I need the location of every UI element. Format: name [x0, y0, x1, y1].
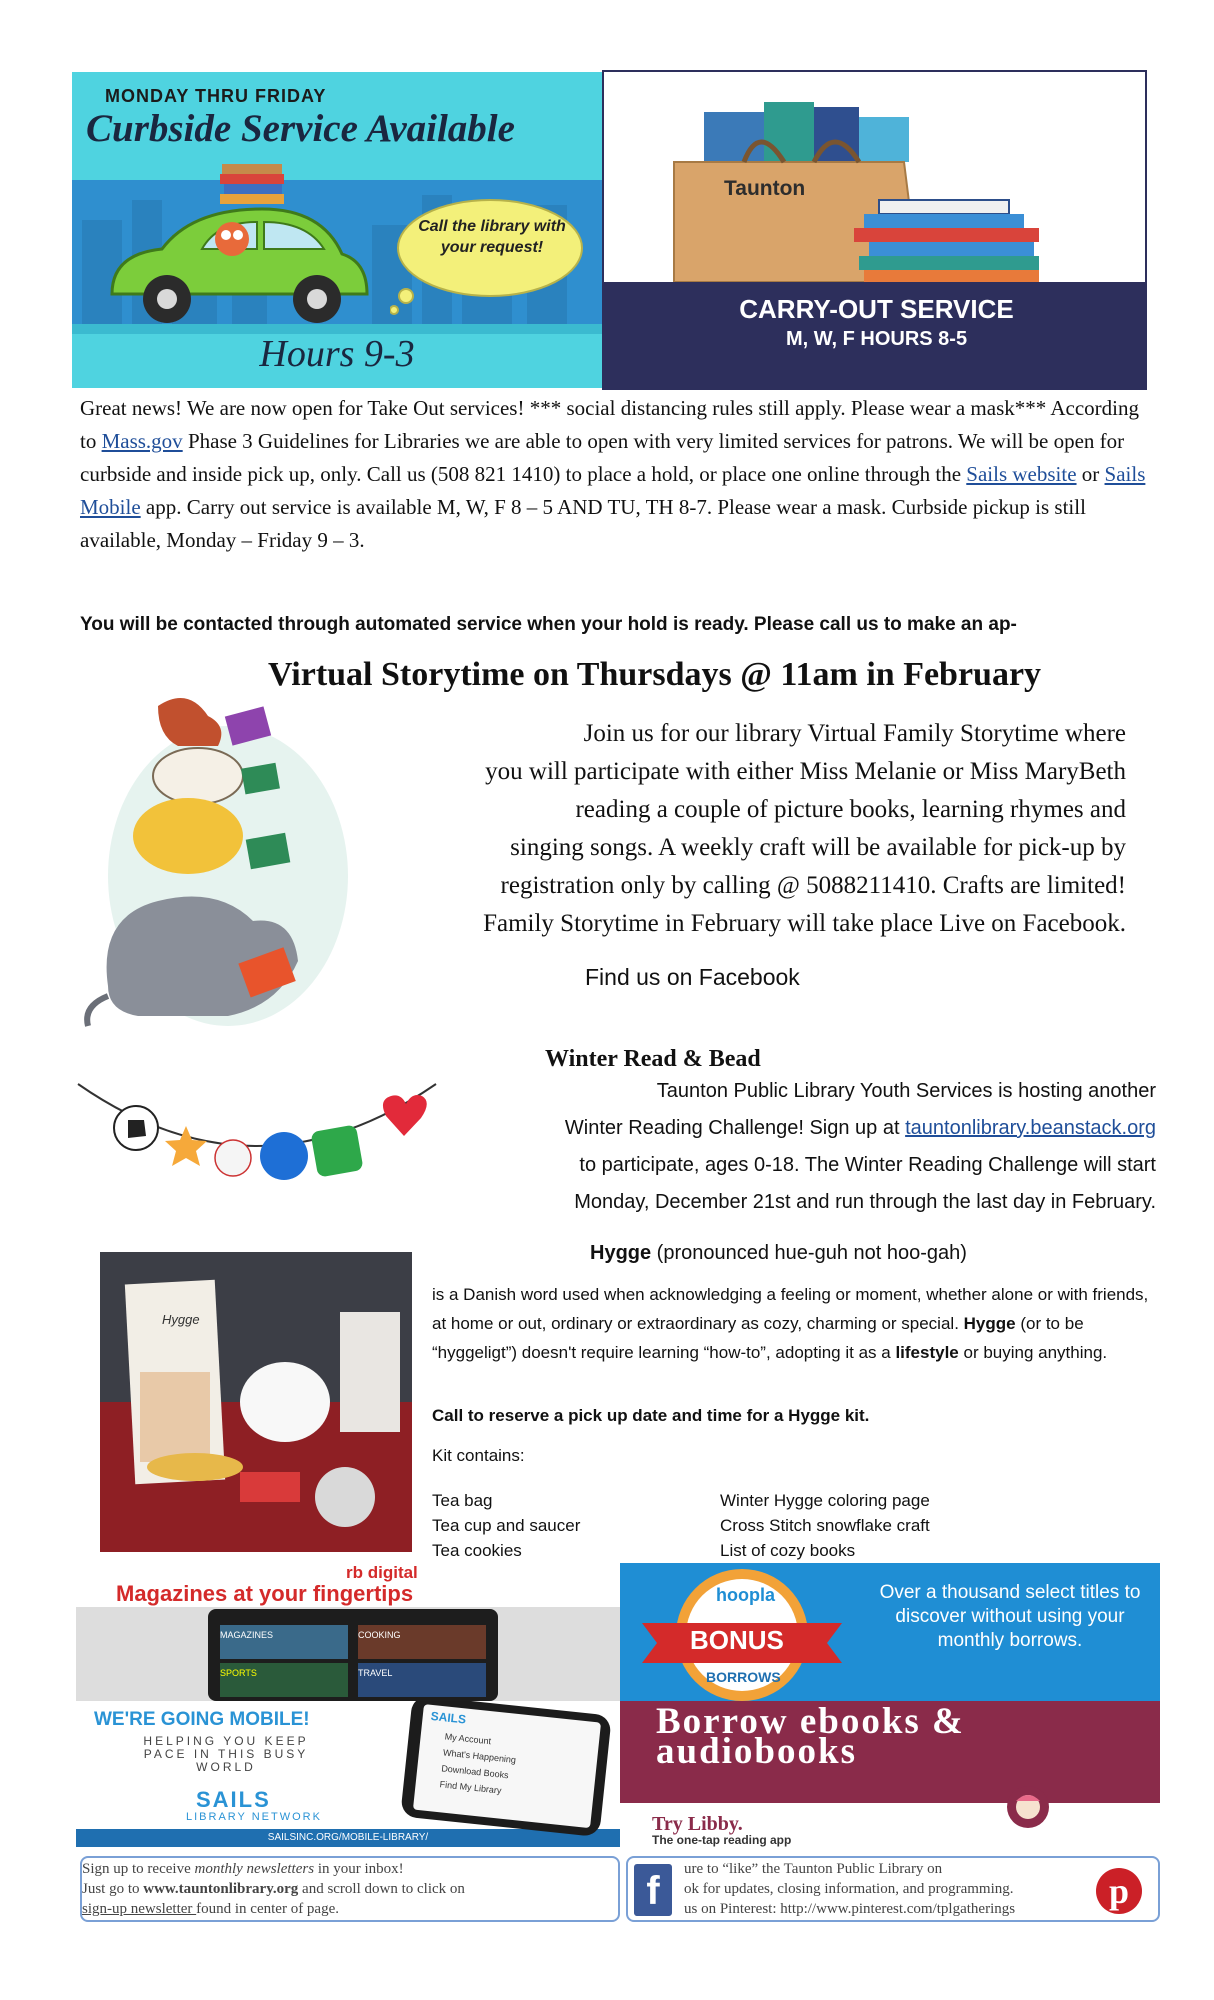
hygge-text-2: (or to be “hyggeligt”) doesn't require learning “how-to”, adopting it as a	[432, 1314, 1084, 1362]
curbside-days: MONDAY THRU FRIDAY	[105, 86, 327, 106]
curbside-bubble-text: Call the library with your request!	[418, 218, 566, 256]
winter-line: Taunton Public Library Youth Services is hosting another	[656, 1080, 1156, 1102]
library-url[interactable]: www.tauntonlibrary.org	[143, 1881, 299, 1897]
phone-menu-item: Find My Library	[439, 1779, 502, 1796]
phone-icon	[400, 1701, 612, 1837]
lifestyle-bold: lifestyle	[895, 1343, 959, 1362]
carryout-title: CARRY-OUT SERVICE	[739, 294, 1014, 324]
social-line: ok for updates, closing information, and programming.	[684, 1881, 1014, 1897]
sails-logo-sub: LIBRARY NETWORK	[186, 1811, 322, 1823]
curbside-title: Curbside Service Available	[86, 107, 515, 150]
winter-line-text: Winter Reading Challenge! Sign up at	[564, 1117, 906, 1139]
phone-screen	[208, 1609, 498, 1701]
mass-gov-link[interactable]: Mass.gov	[101, 429, 183, 453]
sails-mobile-ad[interactable]	[76, 1701, 620, 1847]
phone-menu-item: My Account	[444, 1731, 492, 1747]
sails-logo: SAILS	[196, 1787, 271, 1812]
winter-title: Winter Read & Bead	[545, 1046, 761, 1072]
social-line: ure to “like” the Taunton Public Library on	[684, 1861, 943, 1877]
bag-label: Taunton	[724, 177, 806, 200]
category-tile: COOKING	[358, 1625, 486, 1659]
rbdigital-logo: rb digital	[346, 1563, 418, 1582]
phone-menu-item: What's Happening	[442, 1747, 517, 1765]
storytime-line: you will participate with either Miss Melanie or Miss MaryBeth	[485, 758, 1126, 785]
hygge-bold: Hygge	[963, 1314, 1016, 1333]
rbdigital-ad[interactable]	[76, 1563, 620, 1701]
kit-contains-title: Kit contains:	[432, 1446, 525, 1465]
kit-item: Tea cookies	[432, 1541, 522, 1560]
hygge-heading	[590, 1242, 967, 1265]
kit-item: Tea bag	[432, 1491, 493, 1510]
newsletter-text: Sign up to receive	[82, 1861, 195, 1877]
newsletter-line-2	[82, 1880, 465, 1899]
newsletter-italic: monthly newsletters	[194, 1861, 315, 1877]
hoopla-text: Over a thousand select titles to discover without using your monthly borrows.	[879, 1582, 1141, 1651]
find-us-facebook[interactable]: Find us on Facebook	[585, 964, 800, 990]
pinterest-icon[interactable]: p	[1096, 1868, 1142, 1914]
winter-line: Monday, December 21st and run through the last day in February.	[574, 1191, 1156, 1213]
newsletter-text: in your inbox!	[314, 1861, 404, 1877]
sails-mobile-headline: WE'RE GOING MOBILE!	[94, 1709, 310, 1730]
newsletter-line-3	[82, 1900, 339, 1919]
hold-notice: You will be contacted through automated service when your hold is ready. Please call us to make an ap-	[80, 614, 1017, 635]
hygge-text-3: or buying anything.	[958, 1343, 1108, 1362]
social-line[interactable]: us on Pinterest: http://www.pinterest.com/tplgatherings	[684, 1901, 1016, 1917]
newsletter-line-1	[82, 1860, 404, 1879]
winter-line	[450, 1110, 1156, 1147]
intro-text-4: app. Carry out service is available M, W, F 8 – 5 AND TU, TH 8-7. Please wear a mask. Curbside pickup is still available, Monday – Friday 9 – 3.	[80, 495, 1086, 552]
animal-stack-icon	[78, 686, 358, 1036]
hygge-pronunciation: (pronounced hue-guh not hoo-gah)	[651, 1242, 967, 1264]
winter-description	[450, 1073, 1156, 1221]
hygge-kit-photo	[100, 1252, 412, 1552]
sails-mobile-sub: HELPING YOU KEEP PACE IN THIS BUSY WORLD	[143, 1734, 309, 1774]
storytime-line: Join us for our library Virtual Family Storytime where	[583, 720, 1126, 747]
intro-text-3: or	[1076, 462, 1105, 486]
social-box	[626, 1856, 1160, 1922]
libby-headline: Borrow ebooks & audiobooks	[656, 1701, 965, 1772]
phone-menu-item: Download Books	[440, 1763, 510, 1781]
category-tile: TRAVEL	[358, 1663, 486, 1697]
intro-paragraph	[80, 392, 1160, 557]
storytime-line: singing songs. A weekly craft will be available for pick-up by	[510, 834, 1126, 861]
newsletter-text: Just go to	[82, 1881, 144, 1897]
storytime-title: Virtual Storytime on Thursdays @ 11am in February	[268, 656, 1042, 693]
storytime-line: reading a couple of picture books, learning rhymes and	[575, 796, 1126, 823]
kit-item: Tea cup and saucer	[432, 1516, 581, 1535]
storytime-line: Family Storytime in February will take place Live on Facebook.	[483, 910, 1126, 937]
category-tile: MAGAZINES	[220, 1625, 348, 1659]
category-tile: SPORTS	[220, 1663, 348, 1697]
kit-list-right	[720, 1488, 1020, 1563]
libby-try: Try Libby.	[652, 1813, 743, 1835]
carryout-banner	[602, 70, 1147, 390]
photo-hygge-tag: Hygge	[162, 1312, 200, 1327]
facebook-icon[interactable]: f	[634, 1864, 672, 1916]
sails-website-link[interactable]: Sails website	[966, 462, 1077, 486]
intro-text-2: Phase 3 Guidelines for Libraries we are able to open with very limited services for patrons. We will be open for curbside and inside pick up, only. Call us (508 821 1410) to place a hold, or place one online through the	[80, 429, 1125, 486]
winter-line: to participate, ages 0-18. The Winter Reading Challenge will start	[579, 1154, 1156, 1176]
kit-item: Cross Stitch snowflake craft	[720, 1516, 930, 1535]
libby-tagline: The one-tap reading app	[652, 1833, 792, 1847]
kit-list-left	[432, 1488, 712, 1563]
carryout-hours: M, W, F HOURS 8-5	[785, 328, 968, 350]
sails-url-bar	[76, 1829, 620, 1847]
hoopla-ad[interactable]	[620, 1563, 1160, 1701]
green-car-icon	[92, 154, 382, 334]
libby-ad[interactable]	[620, 1701, 1160, 1847]
hoopla-logo: hoopla	[716, 1585, 775, 1605]
hoopla-borrows: BORROWS	[706, 1669, 781, 1685]
storytime-description	[380, 715, 1126, 943]
hoopla-bonus: BONUS	[690, 1625, 784, 1655]
hygge-text-1: is a Danish word used when acknowledging a feeling or moment, whether alone or with friends, at home or out, ordinary or extraordinary as cozy, charming or special.	[432, 1285, 1149, 1333]
libby-logo-icon	[998, 1783, 1058, 1829]
sails-url[interactable]: SAILSINC.ORG/MOBILE-LIBRARY/	[267, 1832, 429, 1843]
newsletter-text: and scroll down to click on	[298, 1881, 465, 1897]
storytime-line: registration only by calling @ 5088211410. Crafts are limited!	[500, 872, 1126, 899]
newsletter-box	[80, 1856, 620, 1922]
hygge-reserve: Call to reserve a pick up date and time for a Hygge kit.	[432, 1406, 870, 1425]
rbdigital-headline: Magazines at your fingertips	[116, 1581, 414, 1606]
curbside-banner	[72, 72, 602, 388]
signup-newsletter-link[interactable]: sign-up newsletter	[82, 1901, 197, 1917]
newsletter-text: found in center of page.	[196, 1901, 339, 1917]
sails-mobile-link[interactable]: Sails Mobile	[80, 462, 1146, 519]
hygge-word: Hygge	[590, 1242, 652, 1264]
hygge-description	[432, 1280, 1158, 1367]
bead-string-icon	[76, 1078, 446, 1188]
intro-text-1: Great news! We are now open for Take Out services! *** social distancing rules still apply. Please wear a mask*** According to	[80, 396, 1139, 453]
curbside-hours: Hours 9-3	[259, 333, 415, 375]
kit-item: Winter Hygge coloring page	[720, 1491, 930, 1510]
kit-item: List of cozy books	[720, 1541, 856, 1560]
phone-app-title: SAILS	[430, 1708, 467, 1727]
beanstack-link[interactable]: tauntonlibrary.beanstack.org	[905, 1117, 1156, 1139]
